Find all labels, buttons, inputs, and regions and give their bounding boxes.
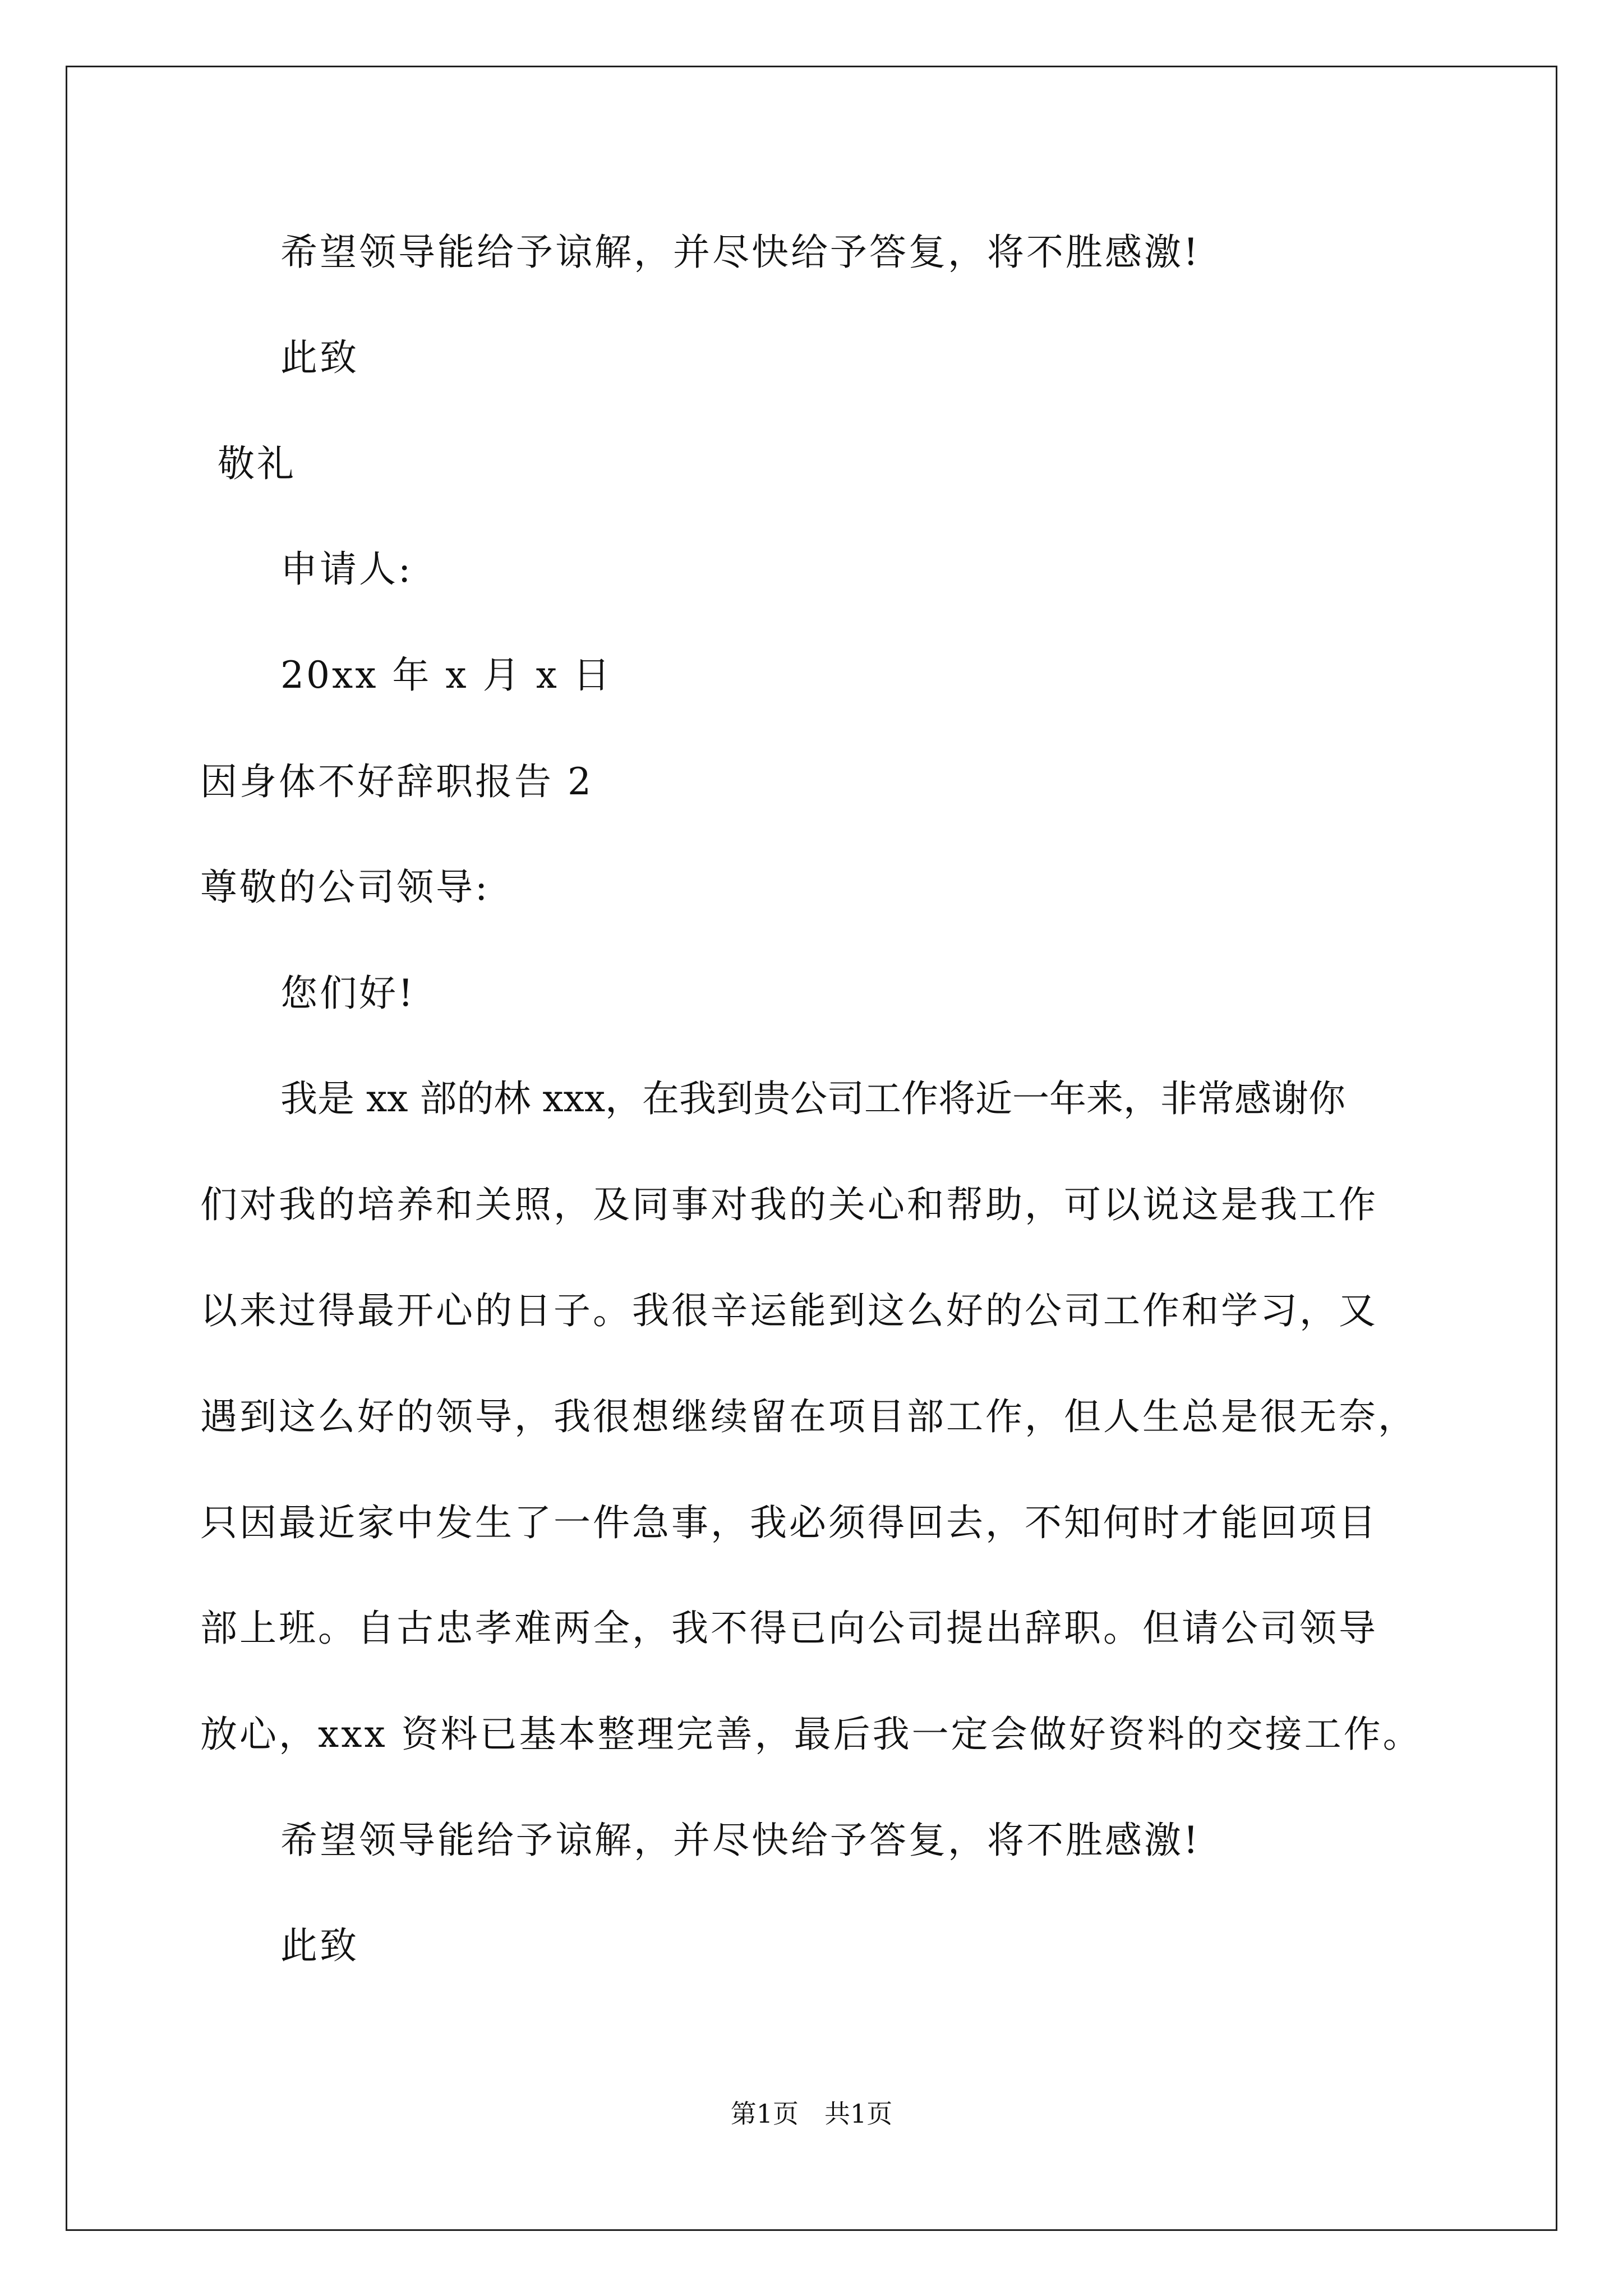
closing-phrase-cizhi-2: 此致 [280,1924,359,1967]
section-title: 因身体不好辞职报告 2 [200,760,593,803]
date-line: 20xx 年 x 月 x 日 [280,654,612,697]
closing-request-line: 希望领导能给予谅解，并尽快给予答复，将不胜感激! [280,231,1201,274]
body-line-1-text: 我是 xx 部的林 xxx，在我到贵公司工作将近一年来，非常感谢你 [280,1077,1346,1120]
body-line-6: 部上班。自古忠孝难两全，我不得已向公司提出辞职。但请公司领导 [200,1607,1378,1650]
page-number-footer: 第1页 共1页 [730,2099,893,2129]
body-line-2: 们对我的培养和关照，及同事对我的关心和帮助，可以说这是我工作 [200,1183,1378,1226]
body-line-4: 遇到这么好的领导，我很想继续留在项目部工作，但人生总是很无奈， [200,1395,1417,1438]
closing-salutation-jingli: 敬礼 [218,442,296,485]
body-line-5: 只因最近家中发生了一件急事，我必须得回去，不知何时才能回项目 [200,1501,1378,1544]
closing-request-line-2: 希望领导能给予谅解，并尽快给予答复，将不胜感激! [280,1819,1201,1862]
closing-phrase-cizhi: 此致 [280,336,359,379]
body-line-1 [280,1074,1427,1124]
letter-greeting: 尊敬的公司领导: [200,866,490,909]
applicant-label: 申请人: [280,547,413,591]
page-border [66,66,1557,2231]
body-line-3: 以来过得最开心的日子。我很辛运能到这么好的公司工作和学习，又 [200,1289,1378,1332]
body-line-7: 放心，xxx 资料已基本整理完善，最后我一定会做好资料的交接工作。 [200,1713,1422,1756]
hello-line: 您们好! [280,972,416,1015]
